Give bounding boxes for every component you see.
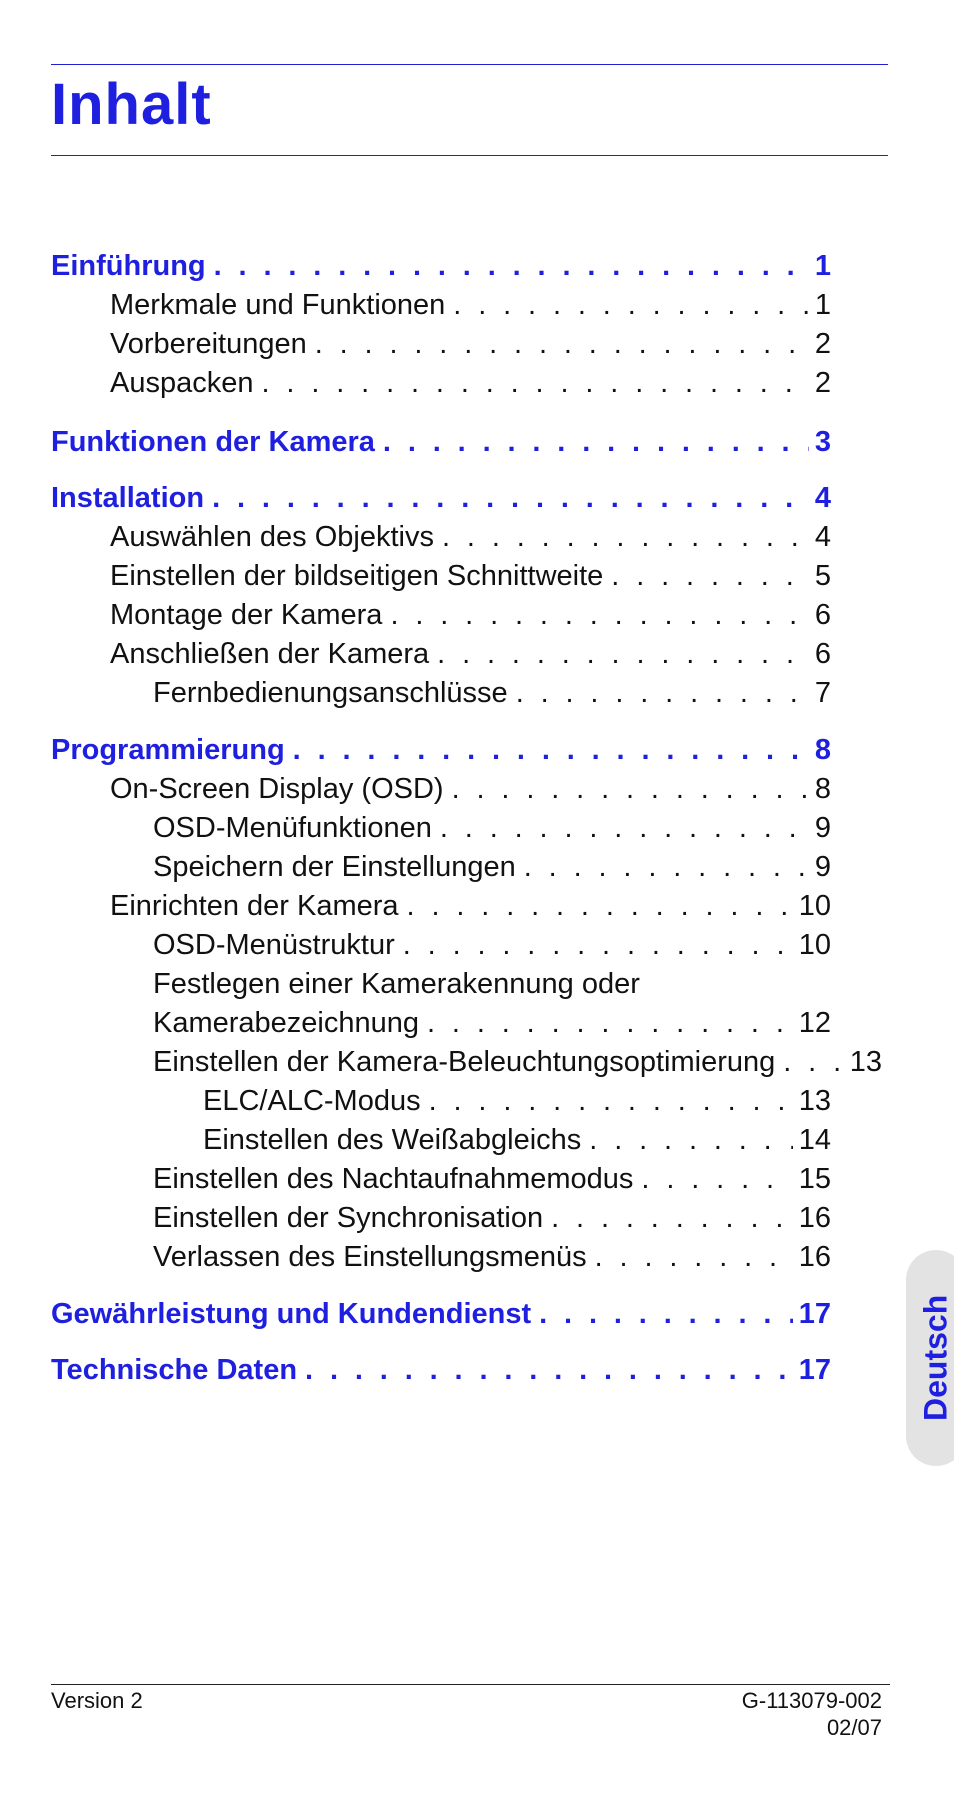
toc-entry[interactable]	[110, 286, 831, 324]
toc-entry-title: Anschließen der Kamera	[110, 638, 430, 670]
toc-page-number: 15	[798, 1163, 831, 1195]
toc-entry-title: Einstellen des Nachtaufnahmemodus	[153, 1163, 634, 1195]
toc-page-number: 6	[814, 599, 831, 631]
toc-entry-title: Merkmale und Funktionen	[110, 289, 446, 321]
toc-dot-leader	[305, 1351, 793, 1389]
toc-page-number: 8	[814, 773, 831, 805]
toc-entry-title: Technische Daten	[51, 1354, 298, 1386]
toc-page-number: 16	[798, 1241, 831, 1273]
toc-page-number: 17	[798, 1298, 831, 1330]
footer-doc-number: G-113079-002	[741, 1688, 882, 1713]
toc-entry-title: Gewährleistung und Kundendienst	[51, 1298, 532, 1330]
toc-entry[interactable]	[110, 596, 831, 634]
toc-dot-leader	[539, 1295, 793, 1333]
toc-chapter[interactable]	[51, 1351, 831, 1389]
toc-dot-leader	[783, 1043, 843, 1081]
toc-entry[interactable]	[153, 965, 831, 1003]
toc-page-number: 1	[814, 289, 831, 321]
toc-entry-title: Speichern der Einstellungen	[153, 851, 516, 883]
toc-dot-leader	[440, 809, 809, 847]
toc-page-number: 3	[814, 426, 831, 458]
toc-page-number: 13	[798, 1085, 831, 1117]
toc-page-number: 6	[814, 638, 831, 670]
toc-dot-leader	[641, 1160, 792, 1198]
toc-dot-leader	[453, 286, 809, 324]
toc-page-number: 4	[814, 482, 831, 514]
toc-dot-leader	[524, 848, 809, 886]
toc-dot-leader	[516, 674, 809, 712]
toc-page-number: 9	[814, 812, 831, 844]
toc-page-number: 2	[814, 328, 831, 360]
toc-dot-leader	[427, 1004, 793, 1042]
toc-dot-leader	[452, 770, 809, 808]
toc-dot-leader	[315, 325, 809, 363]
toc-dot-leader	[214, 247, 809, 285]
toc-entry[interactable]	[153, 674, 831, 712]
toc-entry[interactable]	[110, 518, 831, 556]
toc-entry-title: Einstellen der bildseitigen Schnittweite	[110, 560, 604, 592]
language-tab	[906, 1250, 954, 1466]
toc-entry[interactable]	[153, 926, 831, 964]
toc-entry[interactable]	[153, 1004, 831, 1042]
toc-chapter[interactable]	[51, 731, 831, 769]
toc-entry-title: Installation	[51, 482, 205, 514]
toc-dot-leader	[595, 1238, 793, 1276]
toc-page-number: 1	[814, 250, 831, 282]
toc-entry-title: Einführung	[51, 250, 206, 282]
toc-entry-title: Einstellen der Synchronisation	[153, 1202, 544, 1234]
toc-page-number: 14	[798, 1124, 831, 1156]
toc-entry-title: Einstellen des Weißabgleichs	[203, 1124, 582, 1156]
toc-dot-leader	[429, 1082, 793, 1120]
toc-entry-title: Vorbereitungen	[110, 328, 307, 360]
toc-dot-leader	[262, 364, 809, 402]
toc-page-number: 8	[814, 734, 831, 766]
toc-entry[interactable]	[110, 325, 831, 363]
toc-dot-leader	[390, 596, 808, 634]
toc-page-number: 16	[798, 1202, 831, 1234]
toc-chapter[interactable]	[51, 1295, 831, 1333]
toc-page-number: 7	[814, 677, 831, 709]
toc-entry[interactable]	[153, 1199, 831, 1237]
toc-page-number: 10	[798, 929, 831, 961]
toc-dot-leader	[407, 887, 793, 925]
toc-entry[interactable]	[153, 1238, 831, 1276]
toc-page-number: 10	[798, 890, 831, 922]
toc-dot-leader	[437, 635, 809, 673]
footer-version: Version 2	[51, 1688, 143, 1713]
toc-entry[interactable]	[110, 364, 831, 402]
toc-entry-title: ELC/ALC-Modus	[203, 1085, 421, 1117]
toc-entry[interactable]	[153, 1160, 831, 1198]
footer-rule	[51, 1684, 890, 1685]
toc-entry-title: On-Screen Display (OSD)	[110, 773, 444, 805]
toc-entry[interactable]	[203, 1082, 831, 1120]
toc-dot-leader	[403, 926, 793, 964]
toc-entry[interactable]	[153, 1043, 882, 1081]
toc-page-number: 17	[798, 1354, 831, 1386]
toc-dot-leader	[293, 731, 809, 769]
toc-entry-title: Auswählen des Objektivs	[110, 521, 434, 553]
toc-dot-leader	[611, 557, 809, 595]
toc-entry-title: OSD-Menüstruktur	[153, 929, 395, 961]
toc-entry[interactable]	[110, 557, 831, 595]
toc-entry[interactable]	[110, 635, 831, 673]
toc-entry-title: Kamerabezeichnung	[153, 1007, 420, 1039]
toc-entry-title: Verlassen des Einstellungsmenüs	[153, 1241, 587, 1273]
toc-entry[interactable]	[110, 887, 831, 925]
toc-entry-title: Einstellen der Kamera-Beleuchtungsoptimierung	[153, 1046, 776, 1078]
toc-entry-title: Einrichten der Kamera	[110, 890, 399, 922]
toc-entry-title: Auspacken	[110, 367, 254, 399]
toc-page-number: 9	[814, 851, 831, 883]
toc-page-number: 2	[814, 367, 831, 399]
toc-entry[interactable]	[153, 809, 831, 847]
page-title: Inhalt	[51, 72, 212, 137]
footer-date: 02/07	[826, 1715, 882, 1740]
toc-page-number: 5	[814, 560, 831, 592]
toc-dot-leader	[589, 1121, 792, 1159]
toc-page-number: 13	[849, 1046, 882, 1078]
toc-page-number: 4	[814, 521, 831, 553]
toc-dot-leader	[551, 1199, 793, 1237]
toc-chapter[interactable]	[51, 479, 831, 517]
toc-entry[interactable]	[110, 770, 831, 808]
toc-entry-title: Montage der Kamera	[110, 599, 383, 631]
toc-entry[interactable]	[153, 848, 831, 886]
toc-entry[interactable]	[203, 1121, 831, 1159]
toc-entry-title: Funktionen der Kamera	[51, 426, 375, 458]
toc-page-number: 12	[798, 1007, 831, 1039]
toc-entry-title: Fernbedienungsanschlüsse	[153, 677, 508, 709]
language-tab-label: Deutsch	[917, 1294, 954, 1422]
toc-chapter[interactable]	[51, 423, 831, 461]
toc-dot-leader	[212, 479, 809, 517]
toc-entry-title: Festlegen einer Kamerakennung oder	[153, 968, 640, 1000]
toc-entry-title: OSD-Menüfunktionen	[153, 812, 432, 844]
toc-chapter[interactable]	[51, 247, 831, 285]
toc-dot-leader	[442, 518, 809, 556]
toc-entry-title: Programmierung	[51, 734, 285, 766]
toc-dot-leader	[383, 423, 809, 461]
